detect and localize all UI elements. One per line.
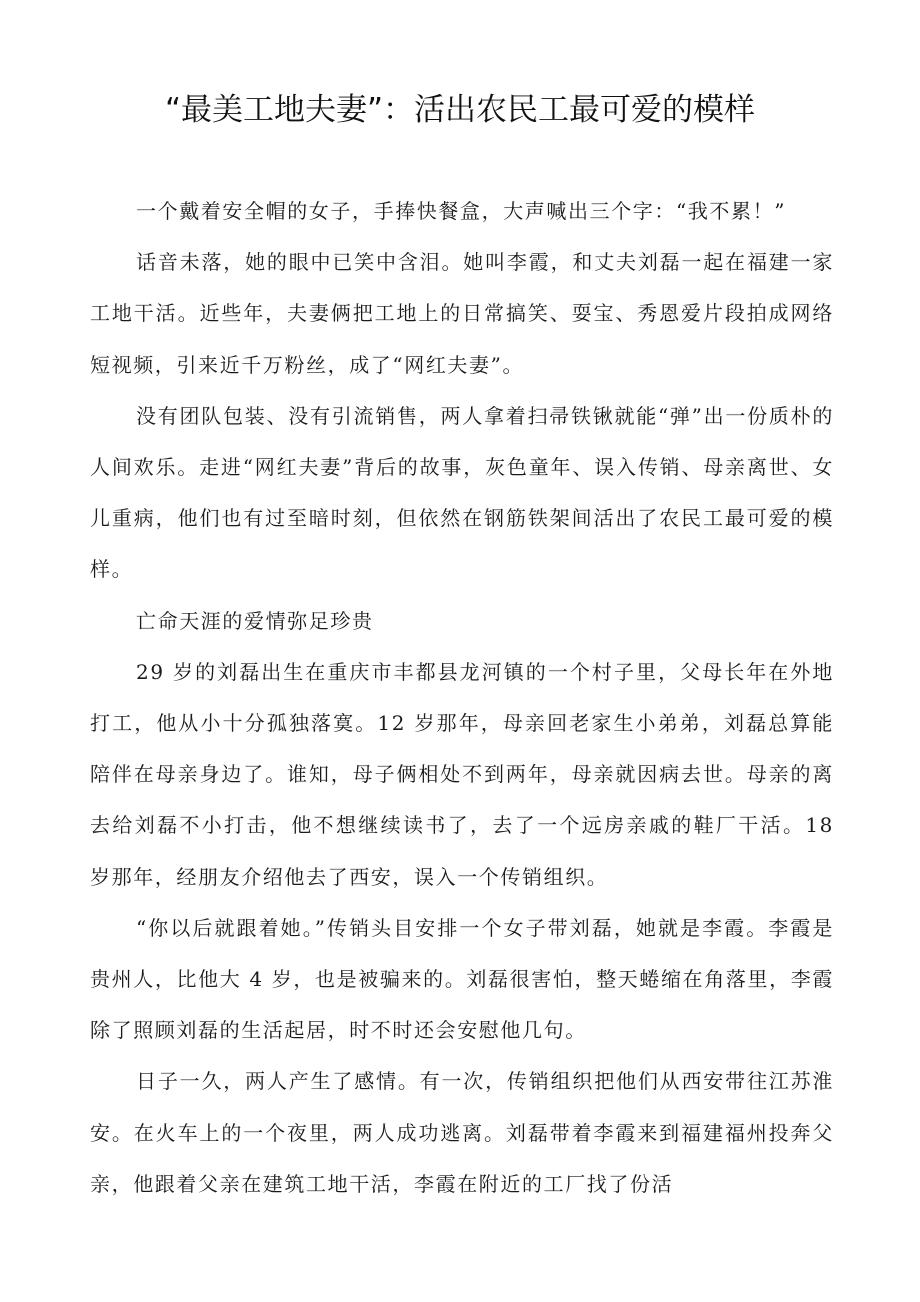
paragraph-summary: 没有团队包装、没有引流销售，两人拿着扫帚铁锹就能“弹”出一份质朴的人间欢乐。走进“网红夫妻”背后的故事，灰色童年、误入传销、母亲离世、女儿重病，他们也有过至暗时刻，但依然在钢筋铁架间活出了农民工最可爱的模样。 bbox=[90, 403, 834, 582]
paragraph-meeting: “你以后就跟着她。”传销头目安排一个女子带刘磊，她就是李霞。李霞是贵州人，比他大 4 岁，也是被骗来的。刘磊很害怕，整天蜷缩在角落里，李霞除了照顾刘磊的生活起居，时不时还会安慰他几句。 bbox=[90, 915, 834, 1043]
paragraph-opening: 一个戴着安全帽的女子，手捧快餐盒，大声喊出三个字：“我不累！” bbox=[136, 199, 787, 223]
article-title: “最美工地夫妻”：活出农民工最可爱的模样 bbox=[164, 92, 756, 128]
section-heading: 亡命天涯的爱情弥足珍贵 bbox=[136, 608, 374, 633]
paragraph-background: 29 岁的刘磊出生在重庆市丰都县龙河镇的一个村子里，父母长年在外地打工，他从小十分孤独落寞。12 岁那年，母亲回老家生小弟弟，刘磊总算能陪伴在母亲身边了。谁知，母子俩相处不到两年，母亲就因病去世。母亲的离去给刘磊不小打击，他不想继续读书了，去了一个远房亲戚的鞋厂干活。18 岁那年，经朋友介绍他去了西安，误入一个传销组织。 bbox=[90, 659, 834, 889]
paragraph-intro: 话音未落，她的眼中已笑中含泪。她叫李霞，和丈夫刘磊一起在福建一家工地干活。近些年，夫妻俩把工地上的日常搞笑、耍宝、秀恩爱片段拍成网络短视频，引来近千万粉丝，成了“网红夫妻”。 bbox=[90, 250, 834, 377]
paragraph-escape: 日子一久，两人产生了感情。有一次，传销组织把他们从西安带往江苏淮安。在火车上的一个夜里，两人成功逃离。刘磊带着李霞来到福建福州投奔父亲，他跟着父亲在建筑工地干活，李霞在附近的工厂找了份活 bbox=[90, 1069, 834, 1196]
article-body bbox=[90, 186, 834, 1210]
